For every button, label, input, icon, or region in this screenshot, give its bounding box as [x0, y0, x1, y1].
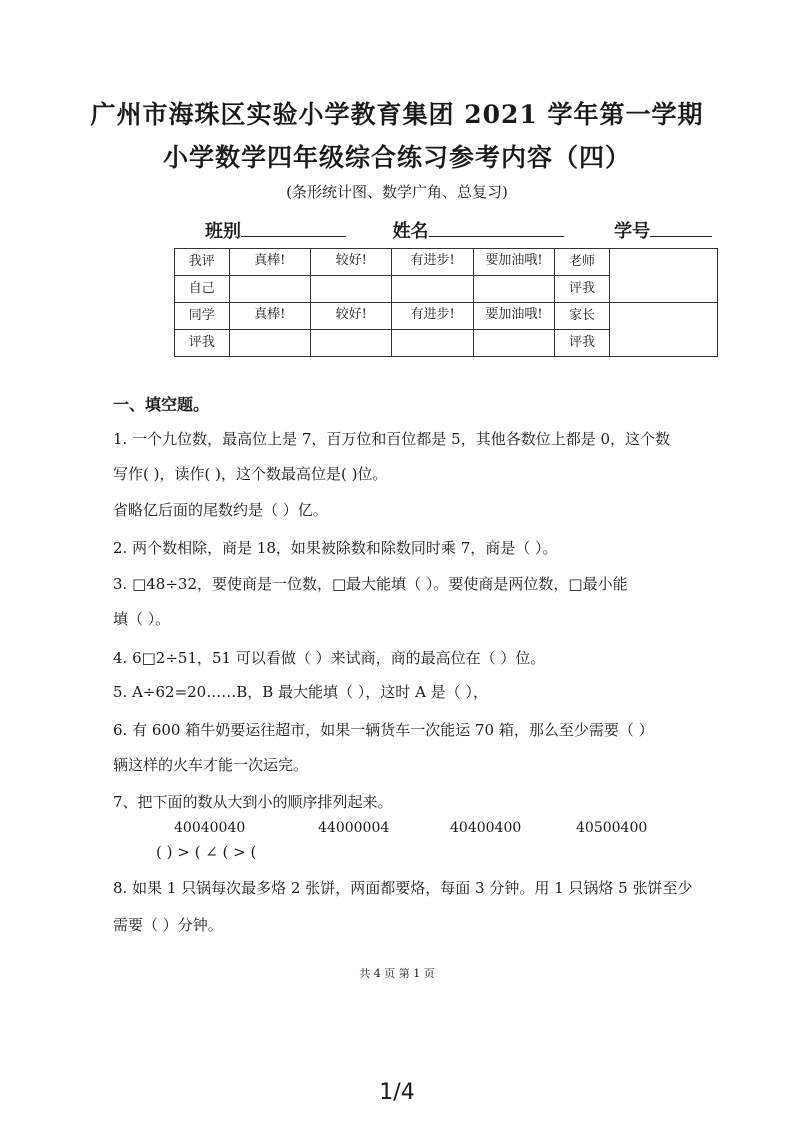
id-blank[interactable]: [650, 218, 712, 237]
title-line-2: 小学数学四年级综合练习参考内容（四）: [162, 143, 631, 172]
q7-number-1: 40040040: [174, 820, 246, 836]
title-line-1: 广州市海珠区实验小学教育集团 2021 学年第一学期: [90, 100, 704, 129]
peer-eval-row-top: [175, 303, 718, 330]
peer-check-great[interactable]: [229, 330, 310, 357]
question-4: 4. 6□2÷51，51 可以看做（ ）来试商，商的最高位在（ ）位。: [113, 649, 546, 667]
peer-option-good[interactable]: 较好!: [310, 303, 391, 330]
teacher-eval-label-1: 老师: [555, 249, 610, 276]
class-blank[interactable]: [241, 218, 346, 237]
self-check-try-harder[interactable]: [473, 276, 554, 303]
question-5: 5. A÷62=20……B，B 最大能填（ ），这时 A 是（ ），: [113, 683, 488, 701]
peer-check-progress[interactable]: [392, 330, 473, 357]
self-eval-row-top: [175, 249, 718, 276]
question-6-line-1: 6. 有 600 箱牛奶要运往超市，如果一辆货车一次能运 70 箱，那么至少需要（ ）: [113, 721, 654, 739]
self-check-great[interactable]: [229, 276, 310, 303]
section-heading-fill-blank: 一、填空题。: [113, 395, 210, 414]
student-info-line: [205, 217, 712, 243]
evaluation-table: [174, 248, 718, 357]
viewer-page-indicator: 1/4: [379, 1080, 415, 1105]
q7-number-2: 44000004: [318, 820, 390, 836]
question-3-line-1: 3. □48÷32，要使商是一位数，□最大能填（ ）。要使商是两位数，□最小能: [113, 575, 628, 593]
self-option-try-harder[interactable]: 要加油哦!: [473, 249, 554, 276]
self-check-good[interactable]: [310, 276, 391, 303]
question-8-line-2: 需要（ ）分钟。: [113, 916, 223, 934]
teacher-eval-label-2: 评我: [555, 276, 610, 303]
teacher-eval-box[interactable]: [609, 249, 717, 303]
q7-answer-blanks: ( ) > ( ∠ ( > (: [156, 843, 257, 861]
subtitle: (条形统计图、数学广角、总复习): [286, 183, 508, 201]
q7-number-4: 40500400: [576, 820, 648, 836]
question-6-line-2: 辆这样的火车才能一次运完。: [113, 756, 309, 774]
self-option-great[interactable]: 真棒!: [229, 249, 310, 276]
parent-eval-label-1: 家长: [555, 303, 610, 330]
peer-option-progress[interactable]: 有进步!: [392, 303, 473, 330]
self-eval-label-2: 自己: [175, 276, 230, 303]
name-label: 姓名: [392, 221, 429, 242]
question-3-line-2: 填（ ）。: [113, 610, 171, 628]
self-option-progress[interactable]: 有进步!: [392, 249, 473, 276]
peer-option-great[interactable]: 真棒!: [229, 303, 310, 330]
name-blank[interactable]: [429, 218, 564, 237]
question-8-line-1: 8. 如果 1 只锅每次最多烙 2 张饼，两面都要烙，每面 3 分钟。用 1 只锅烙 5 张饼至少: [113, 879, 693, 897]
peer-eval-label-2: 评我: [175, 330, 230, 357]
parent-eval-label-2: 评我: [555, 330, 610, 357]
class-label: 班别: [205, 221, 241, 242]
self-option-good[interactable]: 较好!: [310, 249, 391, 276]
question-1-line-3: 省略亿后面的尾数约是（ ）亿。: [113, 501, 328, 519]
peer-option-try-harder[interactable]: 要加油哦!: [473, 303, 554, 330]
page-footer: 共 4 页 第 1 页: [359, 967, 435, 980]
parent-eval-box[interactable]: [609, 303, 717, 357]
self-check-progress[interactable]: [392, 276, 473, 303]
peer-check-good[interactable]: [310, 330, 391, 357]
peer-eval-label-1: 同学: [175, 303, 230, 330]
question-7: 7、把下面的数从大到小的顺序排列起来。: [113, 793, 393, 811]
q7-number-3: 40400400: [450, 820, 522, 836]
self-eval-label-1: 我评: [175, 249, 230, 276]
question-1-line-1: 1. 一个九位数，最高位上是 7，百万位和百位都是 5，其他各数位上都是 0，这个数: [113, 430, 671, 448]
question-1-line-2: 写作( )，读作( )，这个数最高位是( )位。: [113, 465, 388, 483]
question-2: 2. 两个数相除，商是 18，如果被除数和除数同时乘 7，商是（ ）。: [113, 539, 558, 557]
peer-check-try-harder[interactable]: [473, 330, 554, 357]
id-label: 学号: [614, 221, 651, 242]
